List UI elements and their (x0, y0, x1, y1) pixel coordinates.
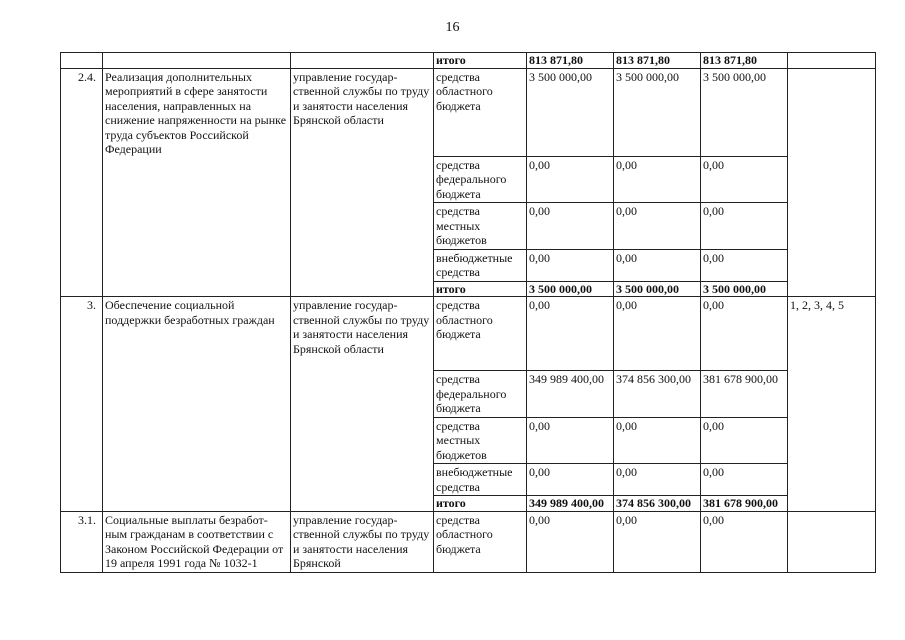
funding-type: средства федерального бюджета (434, 371, 527, 418)
item-number: 3. (61, 297, 103, 512)
amount-year3: 0,00 (701, 464, 788, 496)
goal-links (788, 68, 876, 297)
program-table (60, 52, 876, 573)
amount-year2: 0,00 (614, 203, 701, 250)
amount-year2: 0,00 (614, 417, 701, 464)
amount-year2: 0,00 (614, 156, 701, 203)
amount-year2: 0,00 (614, 464, 701, 496)
amount-year1: 0,00 (527, 417, 614, 464)
amount-year2: 374 856 300,00 (614, 371, 701, 418)
amount-year2: 3 500 000,00 (614, 68, 701, 156)
funding-type: средства местных бюджетов (434, 417, 527, 464)
funding-type: средства областного бюджета (434, 68, 527, 156)
item-number: 2.4. (61, 68, 103, 297)
table-row (61, 53, 876, 69)
amount-year3: 0,00 (701, 203, 788, 250)
amount-year3: 813 871,80 (701, 53, 788, 69)
item-executor: управление государ-ственной службы по труду и занятости населения Брянской (291, 511, 434, 572)
amount-year3: 3 500 000,00 (701, 68, 788, 156)
funding-type: средства областного бюджета (434, 511, 527, 572)
amount-year1: 0,00 (527, 203, 614, 250)
amount-year2: 813 871,80 (614, 53, 701, 69)
funding-type: средства местных бюджетов (434, 203, 527, 250)
table-row (61, 297, 876, 371)
item-executor: управление государ-ственной службы по труду и занятости населения Брянской области (291, 68, 434, 297)
amount-year2: 374 856 300,00 (614, 496, 701, 512)
amount-year3: 381 678 900,00 (701, 496, 788, 512)
amount-year3: 0,00 (701, 249, 788, 281)
item-name: Реализация дополнительных мероприятий в сфере занятости населения, направленных на снижение напряженности на рынке труда субъектов Российской Федерации (103, 68, 291, 297)
amount-year1: 3 500 000,00 (527, 281, 614, 297)
amount-year2: 0,00 (614, 511, 701, 572)
amount-year3: 0,00 (701, 417, 788, 464)
item-number: 3.1. (61, 511, 103, 572)
funding-type: средства федерального бюджета (434, 156, 527, 203)
funding-type: средства областного бюджета (434, 297, 527, 371)
amount-year1: 0,00 (527, 249, 614, 281)
amount-year1: 3 500 000,00 (527, 68, 614, 156)
amount-year1: 349 989 400,00 (527, 496, 614, 512)
goal-links: 1, 2, 3, 4, 5 (788, 297, 876, 512)
funding-type: внебюджетные средства (434, 249, 527, 281)
item-name: Обеспечение социальной поддержки безработных граждан (103, 297, 291, 512)
funding-type: итого (434, 53, 527, 69)
table-row (61, 68, 876, 156)
table-row (61, 511, 876, 572)
amount-year3: 0,00 (701, 511, 788, 572)
amount-year3: 3 500 000,00 (701, 281, 788, 297)
amount-year1: 0,00 (527, 156, 614, 203)
item-name: Социальные выплаты безработ-ным гражданам в соответствии с Законом Российской Федерации от 19 апреля 1991 года № 1032-1 (103, 511, 291, 572)
amount-year2: 0,00 (614, 249, 701, 281)
funding-type: итого (434, 496, 527, 512)
funding-type: итого (434, 281, 527, 297)
amount-year1: 0,00 (527, 511, 614, 572)
page-number: 16 (445, 20, 460, 35)
amount-year3: 0,00 (701, 156, 788, 203)
amount-year1: 813 871,80 (527, 53, 614, 69)
goal-links (788, 511, 876, 572)
amount-year2: 0,00 (614, 297, 701, 371)
amount-year1: 349 989 400,00 (527, 371, 614, 418)
amount-year3: 0,00 (701, 297, 788, 371)
amount-year3: 381 678 900,00 (701, 371, 788, 418)
funding-type: внебюджетные средства (434, 464, 527, 496)
amount-year1: 0,00 (527, 464, 614, 496)
amount-year2: 3 500 000,00 (614, 281, 701, 297)
amount-year1: 0,00 (527, 297, 614, 371)
item-executor: управление государ-ственной службы по труду и занятости населения Брянской области (291, 297, 434, 512)
